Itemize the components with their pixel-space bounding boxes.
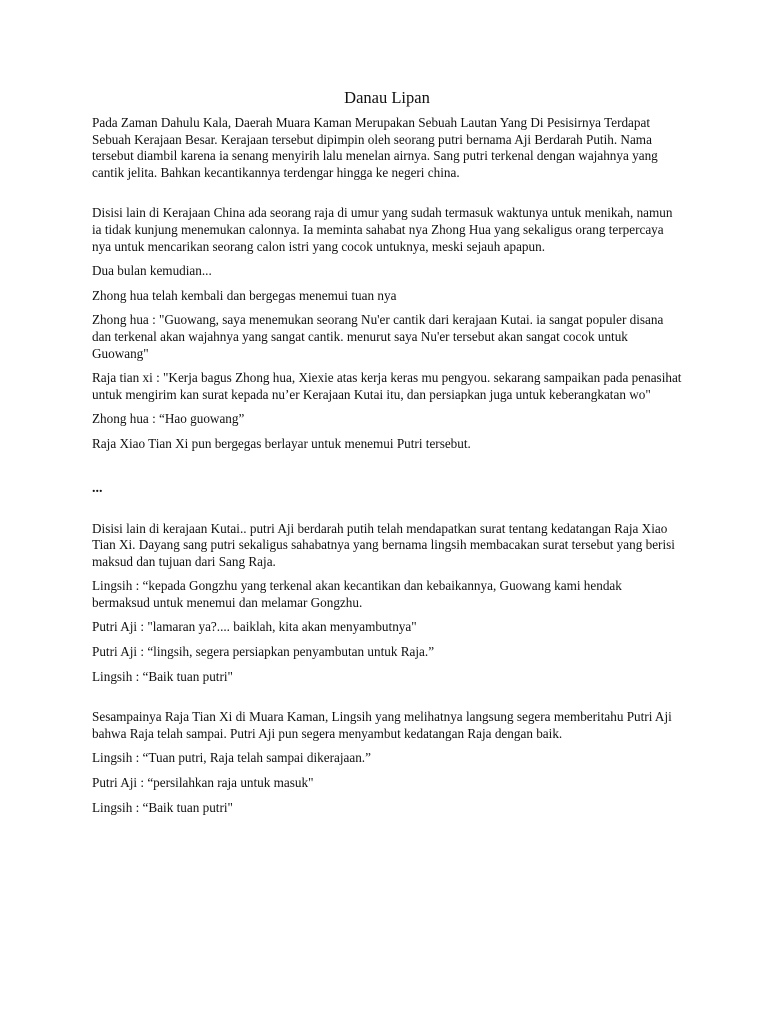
paragraph: Raja tian xi : "Kerja bagus Zhong hua, Xiexie atas kerja keras mu pengyou. sekarang sampaikan pada penasihat untuk mengirim kan surat kepada nu’er Kerajaan Kutai itu, dan persiapkan juga untuk keberangkatan wo" <box>92 370 682 402</box>
paragraph: Lingsih : “Tuan putri, Raja telah sampai dikerajaan.” <box>92 750 371 766</box>
paragraph: Dua bulan kemudian... <box>92 263 212 279</box>
paragraph: Raja Xiao Tian Xi pun bergegas berlayar untuk menemui Putri tersebut. <box>92 435 471 451</box>
paragraph: Putri Aji : “persilahkan raja untuk masuk" <box>92 775 314 791</box>
section-break-ellipsis: ... <box>92 480 103 496</box>
paragraph: Lingsih : “Baik tuan putri" <box>92 799 233 815</box>
paragraph: Putri Aji : "lamaran ya?.... baiklah, kita akan menyambutnya" <box>92 619 417 635</box>
paragraph: Zhong hua : “Hao guowang” <box>92 411 245 427</box>
paragraph: Zhong hua telah kembali dan bergegas menemui tuan nya <box>92 287 397 303</box>
paragraph: Putri Aji : “lingsih, segera persiapkan penyambutan untuk Raja.” <box>92 644 435 660</box>
paragraph: Zhong hua : "Guowang, saya menemukan seorang Nu'er cantik dari kerajaan Kutai. ia sangat populer disana dan terkenal akan wajahnya yang sangat cantik. menurut saya Nu'er tersebut akan sangat cocok untuk Guowang" <box>92 312 664 361</box>
document-title: Danau Lipan <box>344 88 430 107</box>
paragraph: Sesampainya Raja Tian Xi di Muara Kaman, Lingsih yang melihatnya langsung segera memberitahu Putri Aji bahwa Raja telah sampai. Putri Aji pun segera menyambut kedatangan Raja dengan baik. <box>92 709 672 741</box>
paragraph: Disisi lain di kerajaan Kutai.. putri Aji berdarah putih telah mendapatkan surat tentang kedatangan Raja Xiao Tian Xi. Dayang sang putri sekaligus sahabatnya yang bernama lingsih membacakan surat tersebut yang berisi maksud dan tujuan dari Sang Raja. <box>92 520 675 569</box>
paragraph: Lingsih : “kepada Gongzhu yang terkenal akan kecantikan dan kebaikannya, Guowang kami hendak bermaksud untuk menemui dan melamar Gongzhu. <box>92 578 622 610</box>
paragraph: Pada Zaman Dahulu Kala, Daerah Muara Kaman Merupakan Sebuah Lautan Yang Di Pesisirnya Terdapat Sebuah Kerajaan Besar. Kerajaan tersebut dipimpin oleh seorang putri bernama Aji Berdarah Putih. Nama tersebut diambil karena ia senang menyirih lalu menelan airnya. Sang putri terkenal dengan wajahnya yang cantik jelita. Bahkan kecantikannya terdengar hingga ke negeri china. <box>92 115 658 180</box>
paragraph: Lingsih : “Baik tuan putri" <box>92 668 233 684</box>
paragraph: Disisi lain di Kerajaan China ada seorang raja di umur yang sudah termasuk waktunya untuk menikah, namun ia tidak kunjung menemukan calonnya. Ia meminta sahabat nya Zhong Hua yang sekaligus orang terpercaya nya untuk mencarikan seorang calon istri yang cocok untuknya, meski sejauh apapun. <box>92 205 673 254</box>
document-page <box>92 88 682 824</box>
